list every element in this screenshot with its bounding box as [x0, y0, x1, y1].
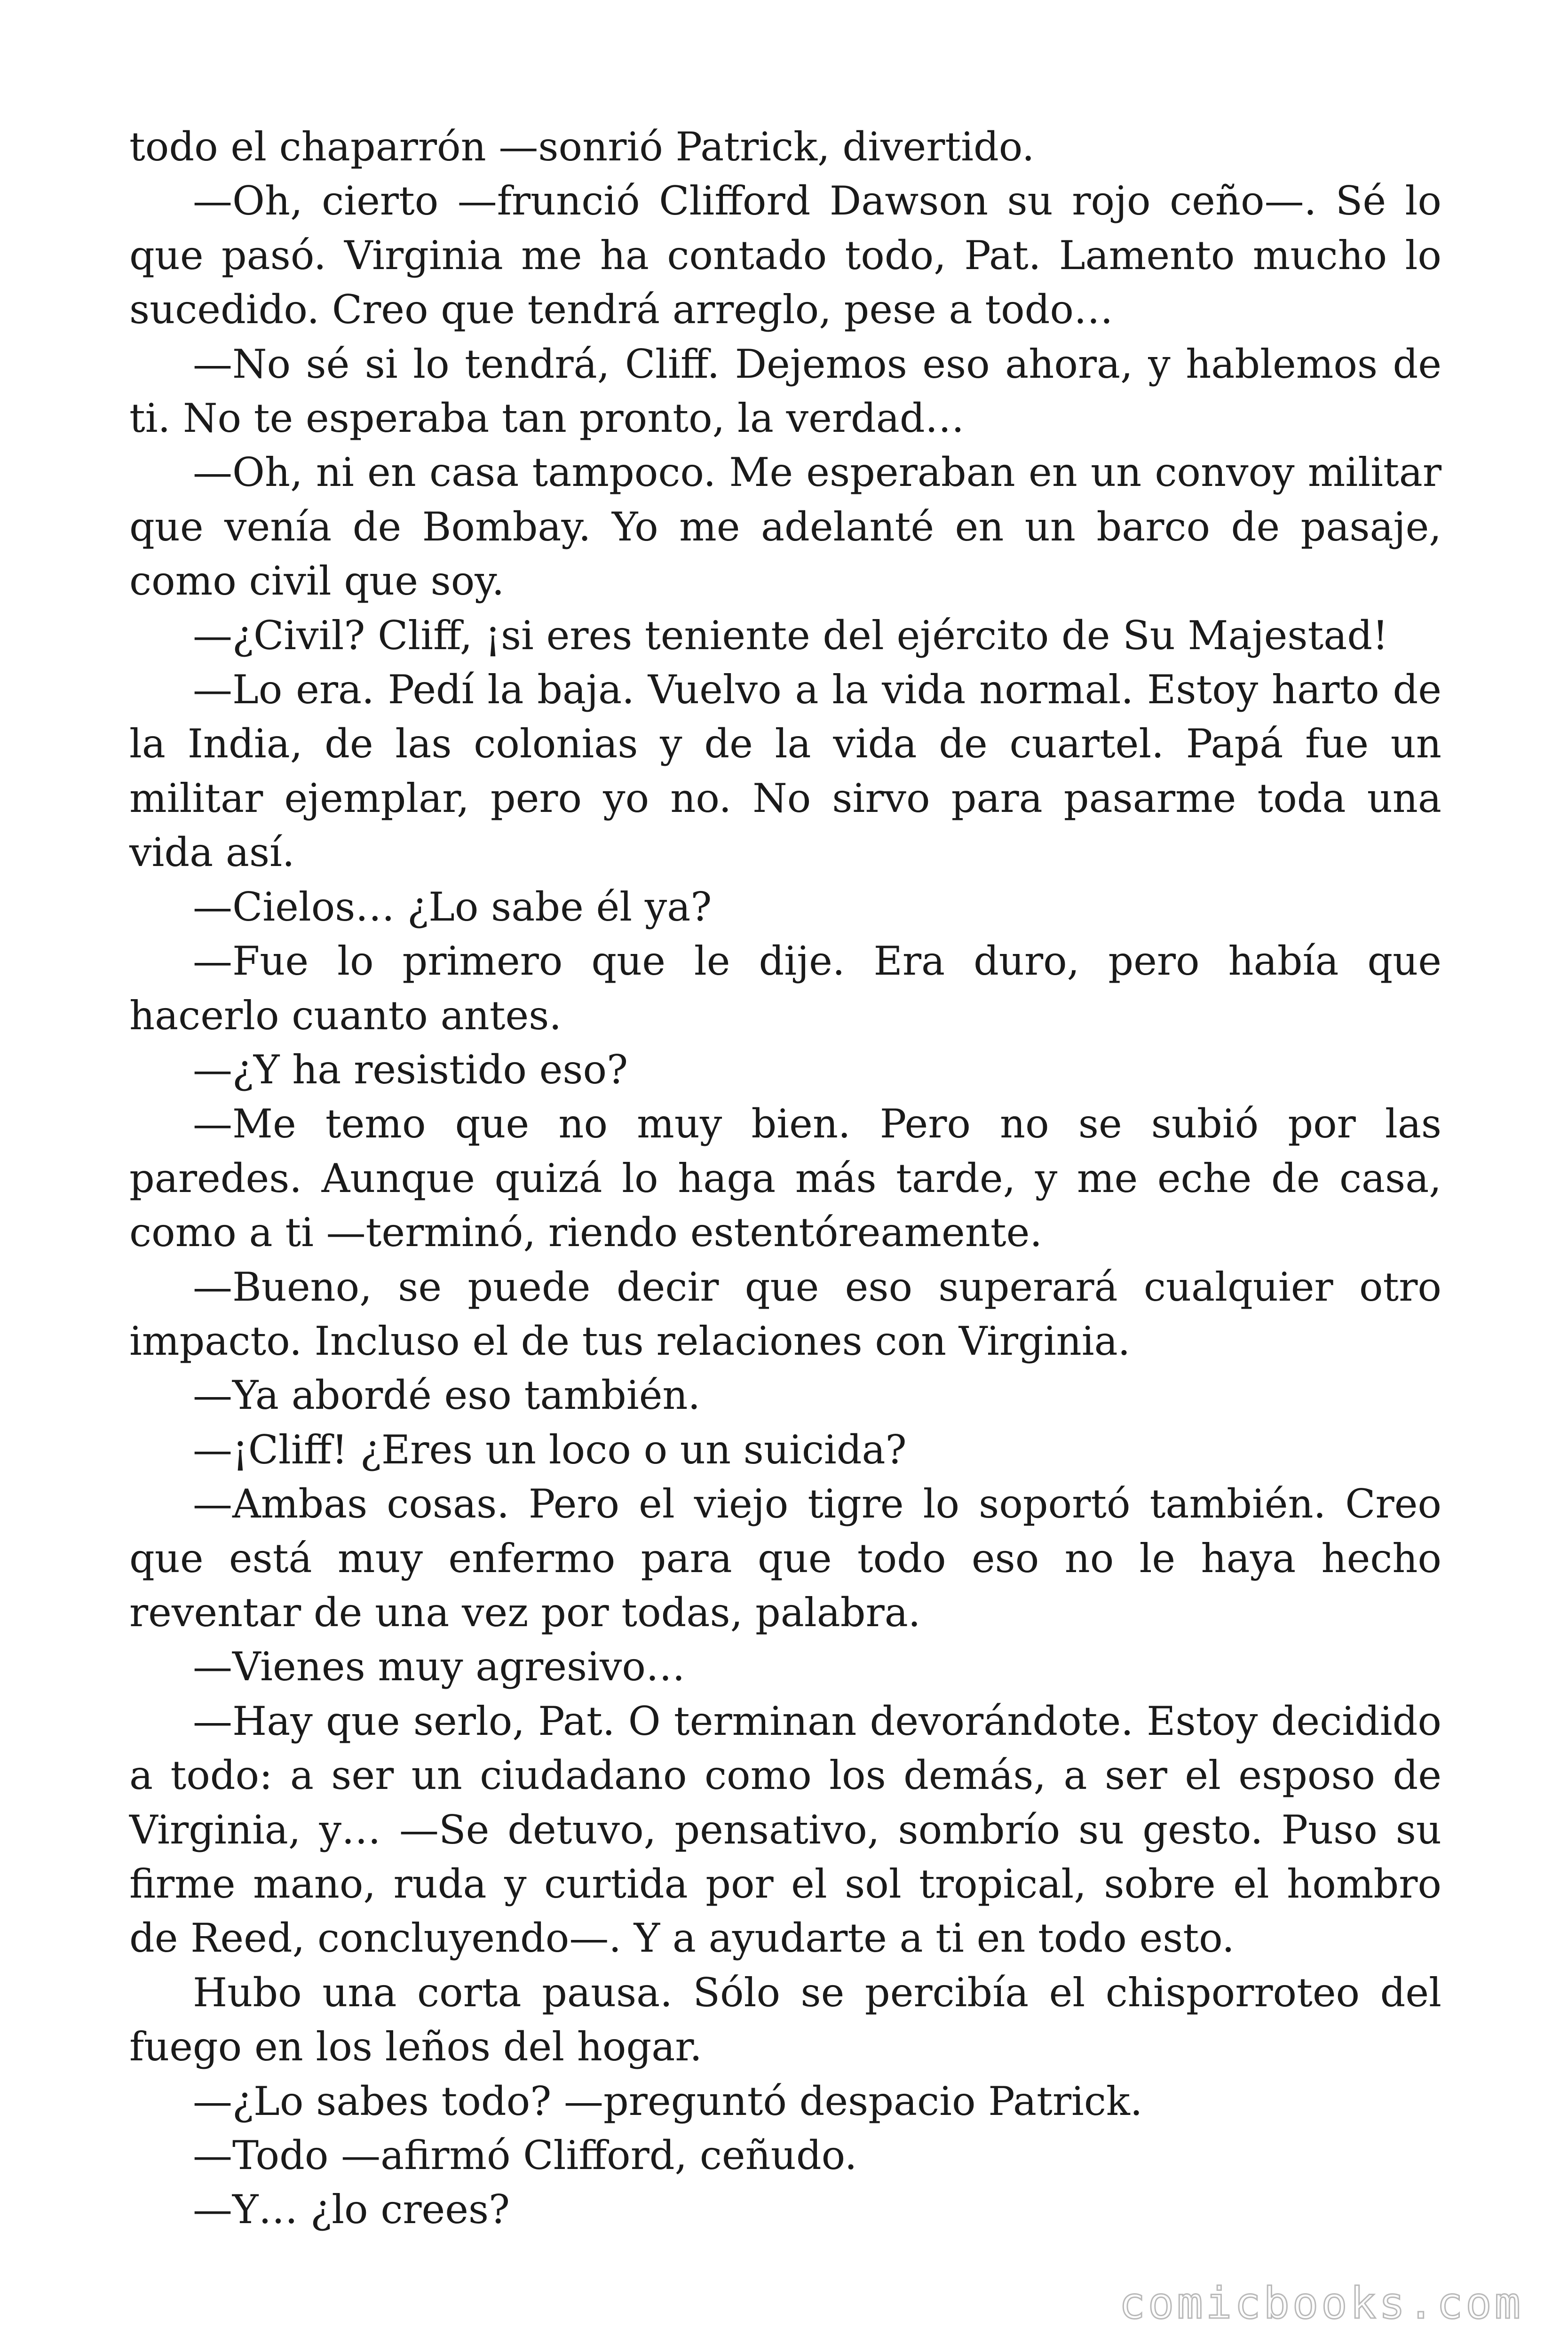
paragraph-18: —¿Lo sabes todo? —preguntó despacio Patrick.: [193, 2078, 1143, 2124]
paragraph-19: —Todo —afirmó Clifford, ceñudo.: [193, 2132, 857, 2179]
paragraph-8: —Fue lo primero que le dije. Era duro, pero había que hacerlo cuanto antes.: [129, 938, 1441, 1039]
paragraph-17: Hubo una corta pausa. Sólo se percibía el chisporroteo del fuego en los leños del hogar.: [129, 1969, 1441, 2070]
paragraph-6: —Lo era. Pedí la baja. Vuelvo a la vida normal. Estoy harto de la India, de las colonias y de la vida de cuartel. Papá fue un militar ejemplar, pero yo no. No sirvo para pasarme toda una vida así.: [129, 667, 1441, 876]
paragraph-14: —Ambas cosas. Pero el viejo tigre lo soportó también. Creo que está muy enfermo para que todo eso no le haya hecho reventar de una vez por todas, palabra.: [129, 1481, 1441, 1636]
paragraph-20: —Y… ¿lo crees?: [193, 2186, 510, 2233]
page-body: [129, 120, 1441, 2237]
paragraph-9: —¿Y ha resistido eso?: [193, 1046, 628, 1093]
paragraph-7: —Cielos… ¿Lo sabe él ya?: [193, 883, 712, 930]
paragraph-15: —Vienes muy agresivo…: [193, 1644, 686, 1690]
paragraph-12: —Ya abordé eso también.: [193, 1372, 701, 1419]
paragraph-13: —¡Cliff! ¿Eres un loco o un suicida?: [193, 1426, 907, 1473]
paragraph-1: todo el chaparrón —sonrió Patrick, divertido.: [129, 124, 1035, 170]
paragraph-2: —Oh, cierto —frunció Clifford Dawson su rojo ceño—. Sé lo que pasó. Virginia me ha contado todo, Pat. Lamento mucho lo sucedido. Creo que tendrá arreglo, pese a todo…: [129, 178, 1441, 333]
paragraph-11: —Bueno, se puede decir que eso superará cualquier otro impacto. Incluso el de tus relaciones con Virginia.: [129, 1263, 1441, 1364]
paragraph-4: —Oh, ni en casa tampoco. Me esperaban en un convoy militar que venía de Bombay. Yo me adelanté en un barco de pasaje, como civil que soy.: [129, 449, 1441, 604]
paragraph-10: —Me temo que no muy bien. Pero no se subió por las paredes. Aunque quizá lo haga más tarde, y me eche de casa, como a ti —terminó, riendo estentóreamente.: [129, 1101, 1441, 1256]
paragraph-16: —Hay que serlo, Pat. O terminan devorándote. Estoy decidido a todo: a ser un ciudadano como los demás, a ser el esposo de Virginia, y… —Se detuvo, pensativo, sombrío su gesto. Puso su firme mano, ruda y curtida por el sol tropical, sobre el hombro de Reed, concluyendo—. Y a ayudarte a ti en todo esto.: [129, 1698, 1441, 1962]
paragraph-3: —No sé si lo tendrá, Cliff. Dejemos eso ahora, y hablemos de ti. No te esperaba tan pronto, la verdad…: [129, 341, 1441, 442]
paragraph-5: —¿Civil? Cliff, ¡si eres teniente del ejército de Su Majestad!: [193, 612, 1388, 659]
watermark: comicbooks.com: [1119, 2278, 1523, 2328]
